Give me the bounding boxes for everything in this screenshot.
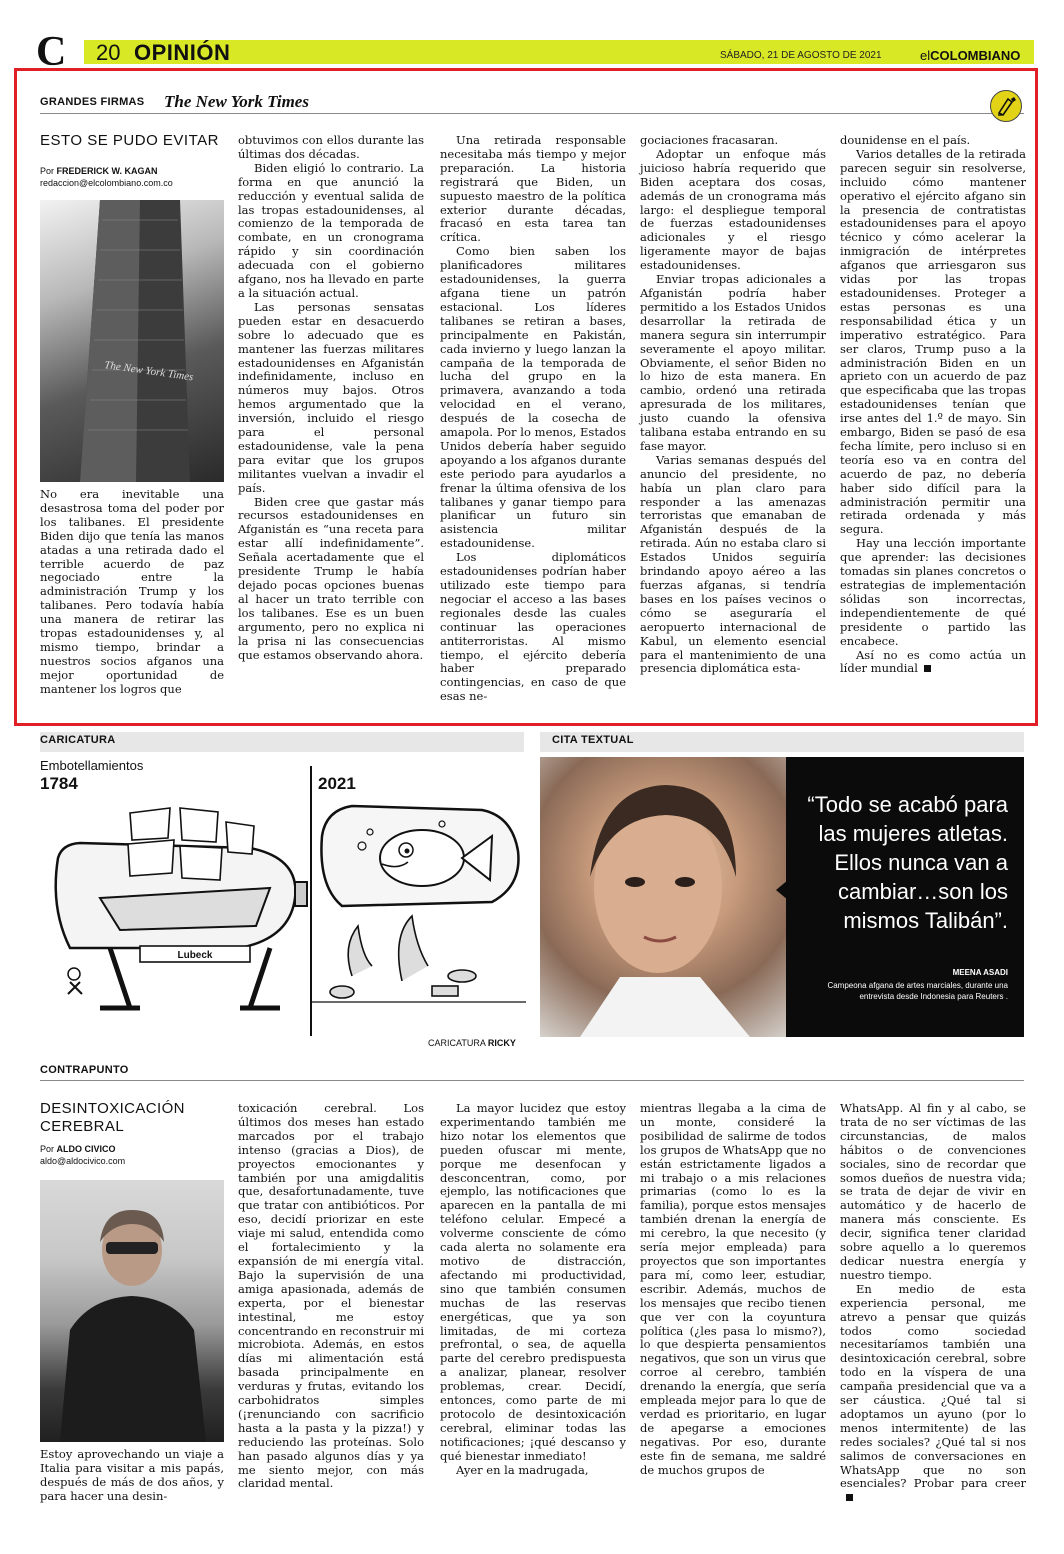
divider	[40, 113, 1024, 114]
contrapunto-col2	[238, 1102, 424, 1491]
brand-name: COLOMBIANO	[930, 48, 1021, 63]
paragraph: Ayer en la madrugada,	[456, 1462, 589, 1477]
paragraph: WhatsApp. Al fin y al cabo, se trata de no ser víctimas de las circunstancias, de malos hábitos o de convenciones sociales, sino de recordar que somos dueños de nuestra vida; se trata de dejar de vivir en automático y de hacerlo de manera más consciente. Es decir, significa tener claridad sobre aquello a lo queremos dedicar nuestra energía y nuestro tiempo.	[840, 1101, 1026, 1282]
byline	[40, 166, 158, 176]
contrapunto-label: CONTRAPUNTO	[40, 1064, 129, 1076]
quote-text: “Todo se acabó para las mujeres atletas. Ellos nunca van a cambiar…son los mismos Talibán”.	[807, 792, 1008, 933]
building-sign: The New York Times	[103, 359, 195, 384]
paragraph: Una retirada responsable necesitaba más tiempo y mejor preparación. La historia registrará que Biden, un supuesto maestro de la política exterior durante décadas, fracasó en esta tarea tan crítica.	[440, 133, 626, 245]
paragraph: La mayor lucidez que estoy experimentando también me hizo notar los elementos que pueden ofuscar mi mente, porque me desenfocan y desconcentran, como, por ejemplo, las notificaciones que aparecen en la pantalla de mi teléfono celular. Empecé a volverme consciente de cómo cada alerta no solamente era motivo de distracción, afectando mi productividad, sino que también consumen muchas de las reservas energéticas, que ya son limitadas, de mi corteza prefrontal, o sea, de aquella parte del cerebro predispuesta a analizar, planear, resolver problemas, crear. Decidí, entonces, como parte de mi protocolo de desintoxicación cerebral, eliminar todas las notificaciones; ¡qué descanso y qué bienestar inmediato!	[440, 1101, 626, 1463]
paragraph: Varias semanas después del anuncio del presidente, no había un plan claro para responder a las amenazas terroristas que emanaban de Afganistán después de la retirada. Aún no estaba claro si Estados Unidos seguiría brindando apoyo aéreo a las fuerzas afganas, si tendría bases en los países vecinos o cómo se aseguraría el aeropuerto internacional de Kabul, un elemento esencial para el mantenimiento de una presencia diplomática esta-	[640, 452, 826, 676]
divider	[40, 1080, 1024, 1081]
paragraph: obtuvimos con ellos durante las últimas dos décadas.	[238, 133, 424, 161]
paragraph: gociaciones fracasaran.	[640, 133, 779, 147]
cartoon-year-right: 2021	[318, 774, 356, 793]
paragraph: toxicación cerebral. Los últimos dos meses han estado marcados por el trabajo intenso (gracias a Dios), de proyectos emocionantes y también por una amigdalitis que, desafortunadamente, tuve que tratar con antibióticos. Por eso, decidí priorizar en este viaje mi salud, entendida como el fortalecimiento y la expansión de mi energía vital. Bajo la supervisión de una amiga apasionada, además de experta, por el bienestar intestinal, me estoy concentrando en reconstruir mi microbiota. Además, en estos días mi alimentación está basada principalmente en verduras y frutas, evitando los carbohidratos simples (¡renunciando con sacrificio hasta a la pasta y la pizza!) y reduciendo las proteínas. Solo han pasado algunos días y ya me siento mejor, con más claridad mental.	[238, 1101, 424, 1491]
contrapunto-col4	[640, 1102, 826, 1477]
article-title	[40, 1100, 185, 1136]
end-mark-icon	[846, 1494, 853, 1501]
cartoon-ship-bottle	[40, 798, 310, 1018]
section-logo: C	[36, 29, 67, 75]
paragraph: Varios detalles de la retirada parecen seguir sin resolverse, incluido cómo mantener operativo el ejército afgano sin la presencia de contratistas estadounidenses para el apoyo técnico y cómo acelerar la inmigración de intérpretes afganos que arriesgaron sus vidas por las tropas estadounidenses. Proteger a estas personas es una responsabilidad ética y un imperativo estratégico. Para ser claros, Trump puso a la administración Biden en un aprieto con un acuerdo de paz que especificaba que las tropas estadounidenses tenían que irse antes del 1.º de mayo. Sin embargo, Biden se pasó de esa fecha límite, pero incluso si en teoría eso va en contra del acuerdo de paz, no debería haber sido difícil para la administración permitir una retirada ordenada y más segura.	[840, 146, 1026, 537]
author-email: aldo@aldocivico.com	[40, 1156, 126, 1166]
quote-author: MEENA ASADI	[952, 968, 1008, 977]
ship-plaque-text: Lubeck	[177, 950, 213, 961]
author-email: redaccion@elcolombiano.com.co	[40, 178, 173, 188]
author-photo	[40, 1180, 224, 1442]
athlete-photo	[540, 757, 790, 1037]
nyt-logo: The New York Times	[164, 92, 309, 111]
cartoon-title: Embotellamientos	[40, 758, 144, 773]
paragraph: Hay una lección importante que aprender: las decisiones tomadas sin planes concretos o estrategias de implementación sólidas son incorrectas, independientemente de qué presidente o partido las encabece.	[840, 536, 1026, 648]
grandes-firmas-label: GRANDES FIRMAS	[40, 96, 145, 108]
paragraph: Las personas sensatas pueden estar en desacuerdo sobre lo adecuado que es mantener las fuerzas militares estadounidenses en Afganistán indefinidamente, incluso en números muy bajos. Otros hemos argumentado que la inversión, incluido el riesgo para el personal estadounidense, vale la pena para evitar que los grupos militantes vuelvan a invadir el país.	[238, 299, 424, 495]
paragraph: dounidense en el país.	[840, 133, 971, 147]
paragraph: mientras llegaba a la cima de un monte, consideré la posibilidad de salirme de todos los grupos de WhatsApp que no están estrictamente ligados a mi trabajo o a mis relaciones primarias (como lo es la familia), porque estos mensajes también drenan la energía de mi cerebro, la que necesito (y sería mejor empleada) para proyectos que son importantes para mí, como leer, estudiar, escribir. Además, muchos de los mensajes que recibo tienen que ver con la coyuntura política (¿les pasa lo mismo?), lo que despierta pensamientos negativos, que son un virus que corroe al cerebro, también drenando la energía, que sería empleada mejor para lo que de verdad es prioritario, en lugar de apegarse a emociones negativas. Por eso, durante este fin de semana, me saldré de muchos grupos de	[640, 1101, 826, 1477]
quote-author-description: Campeona afgana de artes marciales, durante una entrevista desde Indonesia para Reuters .	[827, 981, 1008, 1001]
author-name: FREDERICK W. KAGAN	[56, 166, 158, 176]
paragraph: Estoy aprovechando un viaje a Italia para visitar a mis papás, después de más de dos años, y para hacer una desin-	[40, 1447, 224, 1503]
quote-pointer	[776, 880, 788, 900]
paragraph	[840, 649, 1026, 677]
credit-name: RICKY	[487, 1038, 516, 1048]
cartoon-credit	[428, 1038, 516, 1048]
paragraph	[840, 1283, 1026, 1506]
title-line: DESINTOXICACIÓN	[40, 1100, 185, 1117]
paragraph: Como bien saben los planificadores militares estadounidenses, la guerra afgana tiene un patrón estacional. Los líderes talibanes se retiran a bases, principalmente en Pakistán, cada invierno y luego lanzan la campaña de la temporada de lucha del grupo en la primavera, avanzando a toda velocidad en el verano, después de la cosecha de amapola. Por lo menos, Estados Unidos debería haber seguido apoyando a los afganos durante este periodo para ayudarlos a frenar la última ofensiva de los talibanes y ganar tiempo para planificar un futuro sin asistencia militar estadounidense.	[440, 244, 626, 551]
byline-prefix: Por	[40, 166, 57, 176]
article1-col2	[238, 134, 424, 662]
article1-col5	[840, 134, 1026, 676]
brand-logo	[920, 48, 1020, 63]
article1-col4	[640, 134, 826, 676]
cartoon-year-left: 1784	[40, 774, 78, 793]
closing-text: En medio de esta experiencia personal, me atrevo a pensar que quizás todos como sociedad necesitaríamos también una desintoxicación cerebral, sobre todo en la víspera de una campaña presidencial que va a ser cáustica. ¿Qué tal si adoptamos un ayuno (por lo menos intermitente) de las redes sociales? ¿Qué tal si nos salimos de conversaciones en WhatsApp que no son esenciales? Probar para creer	[840, 1281, 1026, 1491]
nyt-building-photo	[40, 200, 224, 482]
article-title: ESTO SE PUDO EVITAR	[40, 132, 219, 149]
paragraph: Biden eligió lo contrario. La forma en que anunció la reducción y eventual salida de las tropas estadounidenses, al comienzo de la temporada de combate, en un cronograma rápido y sin coordinación adecuada con el gobierno afgano, nos ha llevado en parte a la situación actual.	[238, 160, 424, 300]
credit-prefix: CARICATURA	[428, 1038, 488, 1048]
issue-date: SÁBADO, 21 DE AGOSTO DE 2021	[720, 50, 882, 61]
contrapunto-col1	[40, 1448, 224, 1504]
cita-label: CITA TEXTUAL	[552, 734, 634, 746]
paragraph: Enviar tropas adicionales a Afganistán podría haber permitido a los Estados Unidos desarrollar la retirada de manera segura sin interrumpir severamente el apoyo militar. Obviamente, el señor Biden no lo hizo de esta manera. En cambio, ordenó una retirada apresurada de los militares, justo cuando la ofensiva talibana estaba entrando en su fase mayor.	[640, 272, 826, 453]
cartoon-fish-bottle	[310, 766, 528, 1036]
caricatura-label: CARICATURA	[40, 734, 116, 746]
closing-text: Así no es como actúa un líder mundial	[840, 647, 1026, 676]
end-mark-icon	[924, 665, 931, 672]
page-number: 20	[96, 40, 121, 65]
section-title: OPINIÓN	[134, 40, 231, 65]
byline-prefix: Por	[40, 1144, 57, 1154]
paragraph: Adoptar un enfoque más juicioso habría requerido que Biden aceptara dos cosas, además de un cronograma más largo: el despliegue temporal de fuerzas estadounidenses adicionales y el riesgo ligeramente mayor de bajas estadounidenses.	[640, 146, 826, 273]
paragraph: No era inevitable una desastrosa toma del poder por los talibanes. El presidente Biden dijo que tenía las manos atadas a una retirada dado el terrible acuerdo de paz negociado entre la administración Trump y los talibanes. Pero todavía había una manera de retirar las tropas estadounidenses y, al mismo tiempo, brindar a nuestros socios afganos una mejor oportunidad de mantener los logros que	[40, 487, 224, 696]
contrapunto-col5	[840, 1102, 1026, 1505]
contrapunto-col3	[440, 1102, 626, 1477]
author-name: ALDO CIVICO	[56, 1144, 116, 1154]
paragraph: Los diplomáticos estadounidenses podrían haber utilizado este tiempo para negociar el acceso a las bases regionales desde las cuales continuar las operaciones antiterroristas. Al mismo tiempo, el ejército debería haber preparado contingencias, en caso de que esas ne-	[440, 550, 626, 704]
article1-col3	[440, 134, 626, 704]
paragraph: Biden cree que gastar más recursos estadounidenses en Afganistán es “una receta para estar allí indefinidamente”. Señala acertadamente que el presidente Trump le había dejado pocas opciones buenas al hacer un trato terrible con los talibanes. Ese es un buen argumento, pero no explica ni la prisa ni las consecuencias que estamos observando ahora.	[238, 494, 424, 662]
pen-nib-icon	[990, 90, 1022, 122]
brand-prefix: el	[920, 48, 931, 63]
article1-col1	[40, 488, 224, 697]
byline	[40, 1144, 116, 1154]
title-line: CEREBRAL	[40, 1118, 125, 1135]
